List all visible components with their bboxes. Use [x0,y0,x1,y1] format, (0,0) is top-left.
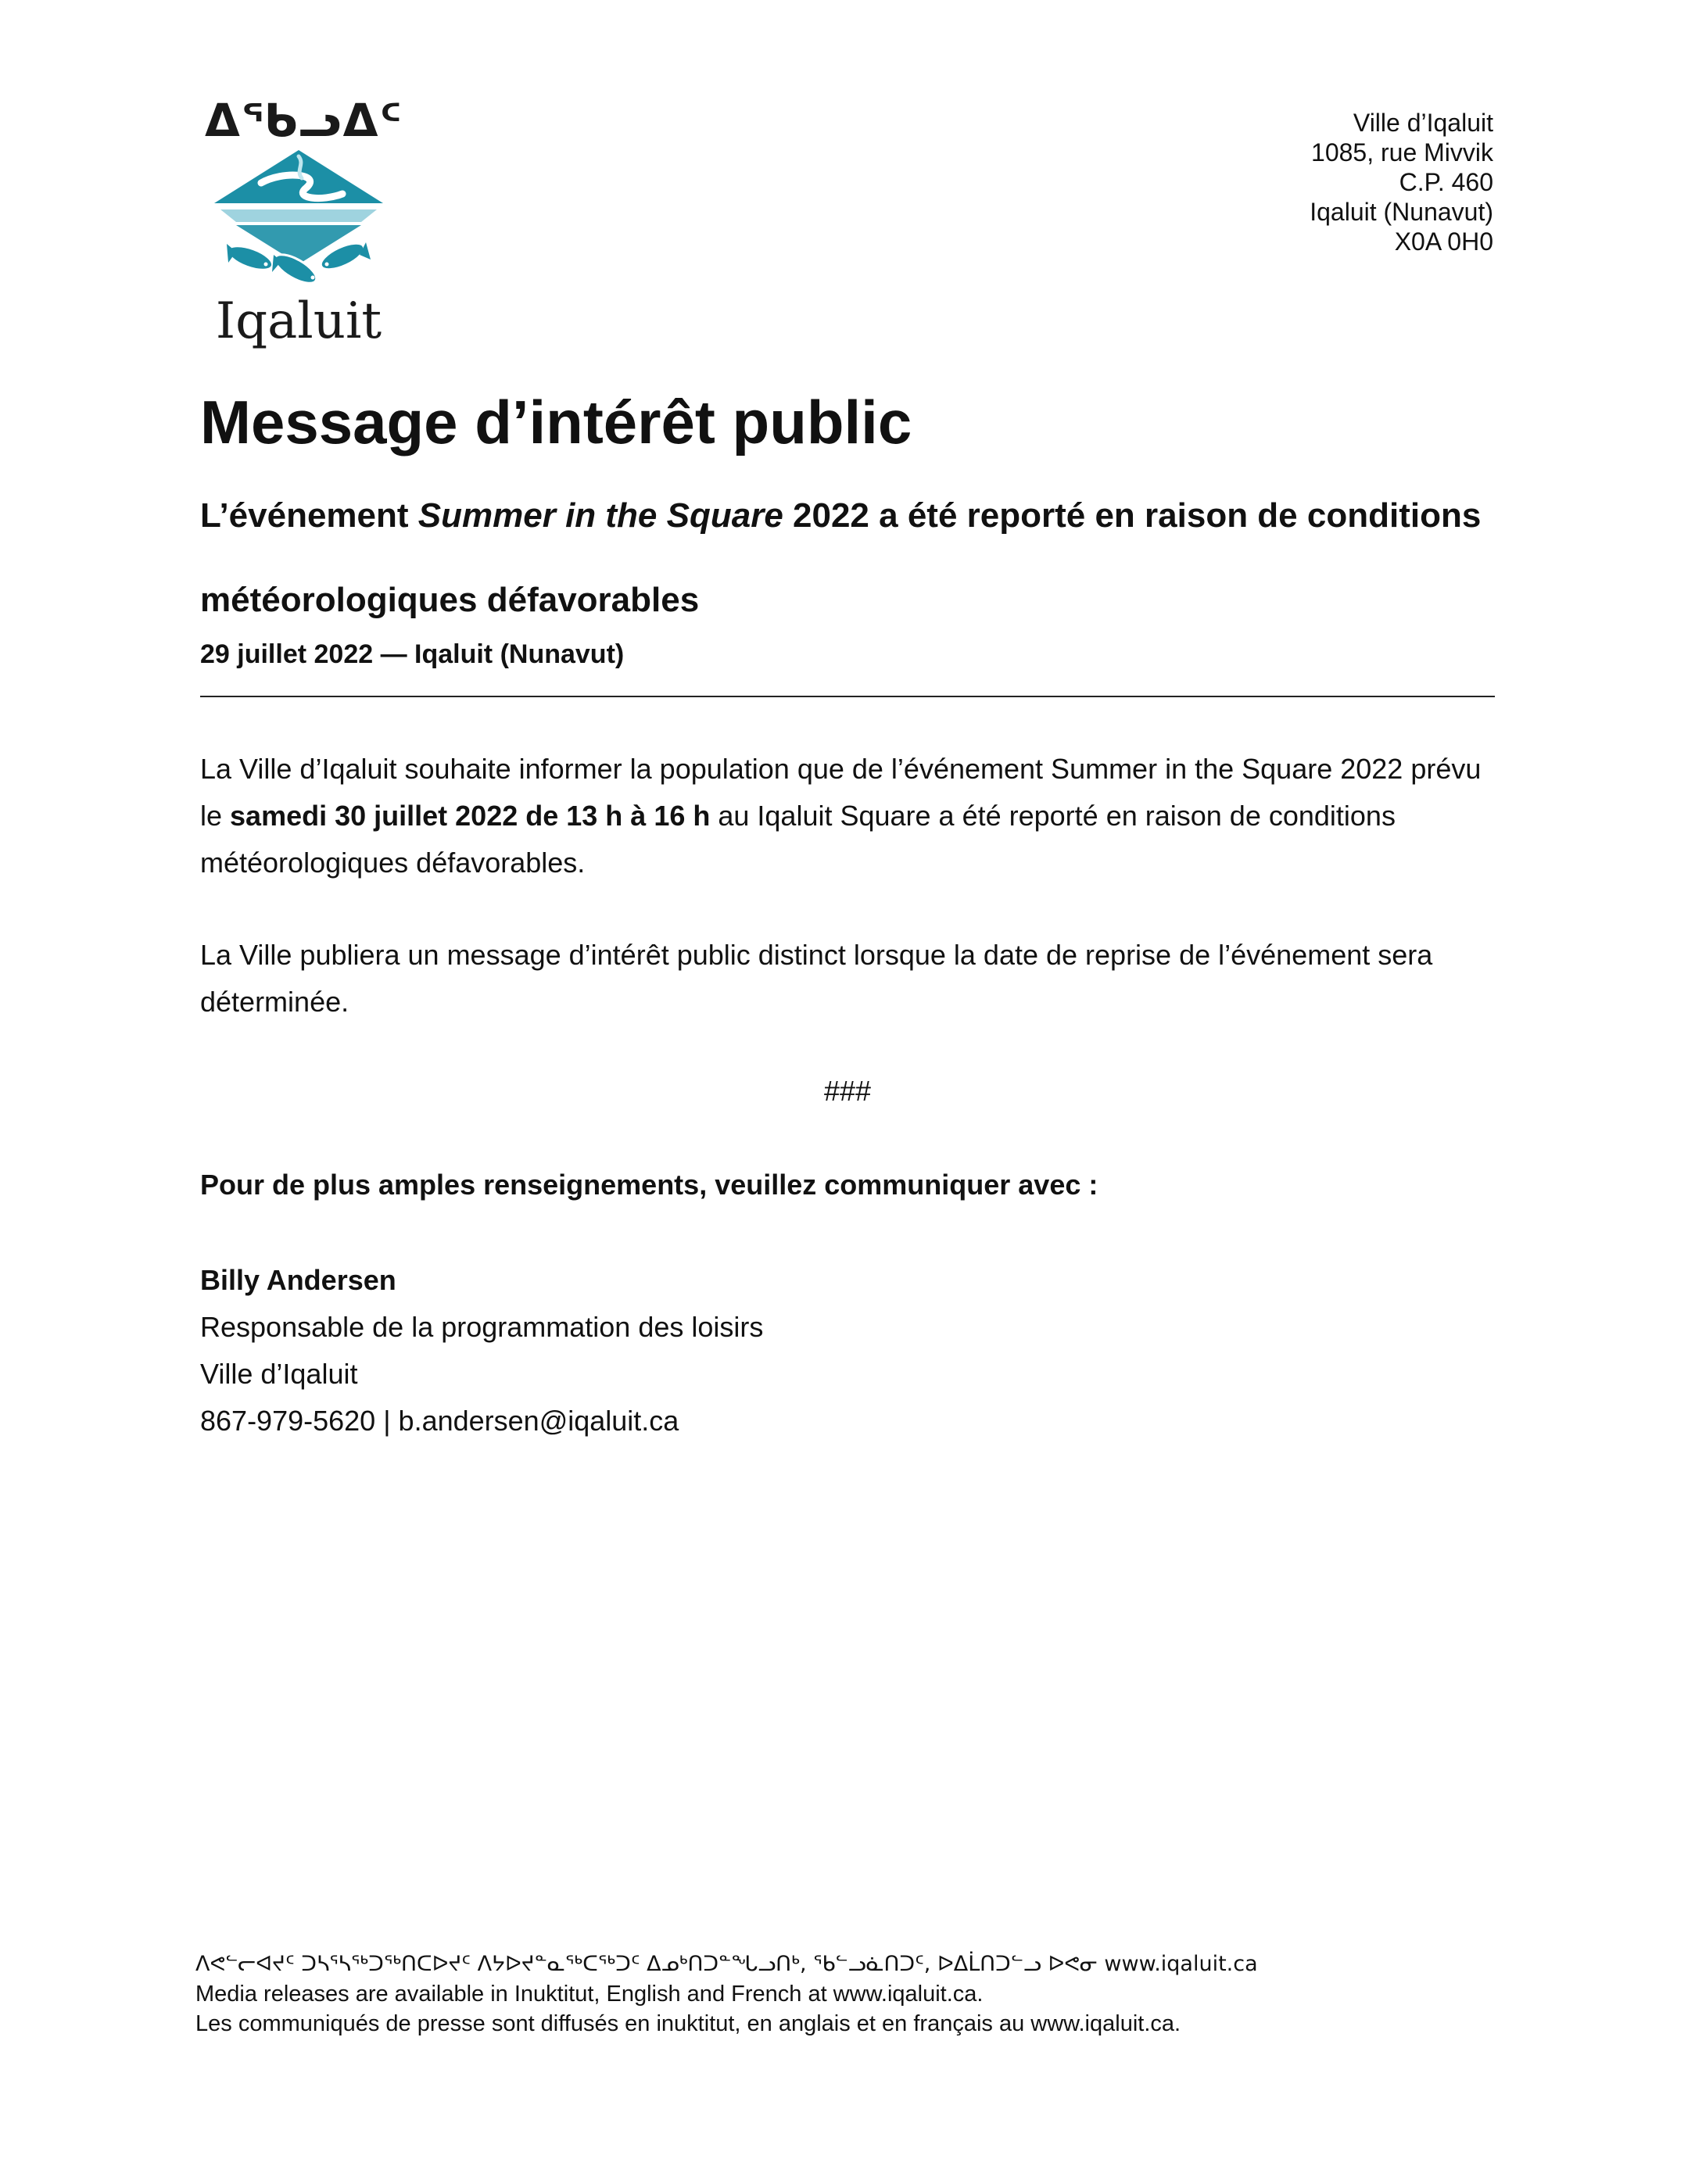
divider [200,696,1495,697]
contact-phone-email: 867-979-5620 | b.andersen@iqaluit.ca [200,1405,679,1437]
footer-inuktitut: ᐱᕙᓪᓕᐊᔪᑦ ᑐᓴᕐᓴᖅᑐᖅᑎᑕᐅᔪᑦ ᐱᔭᐅᔪᓐᓇᖅᑕᖅᑐᑦ ᐃᓄᒃᑎᑐᓐᖓᓗᑎᒃ, ᖃᓪᓗᓈᑎᑐᑦ, ᐅᐃᒫᑎᑐᓪᓗ ᐅᕙᓂ www.iqaluit.ca [195,1952,1258,1976]
contact-role: Responsable de la programmation des loisirs [200,1311,764,1343]
para1-text: La Ville d’Iqaluit souhaite informer la population que de l’événement Summer in the Square 2022 prévu le [200,753,1482,832]
contact-block [200,1257,763,1445]
address-line: 1085, rue Mivvik [1311,138,1493,166]
address-line: Ville d’Iqaluit [1353,109,1493,137]
contact-heading: Pour de plus amples renseignements, veuillez communiquer avec : [200,1169,1098,1201]
contact-organization: Ville d’Iqaluit [200,1358,358,1390]
para1-text-end: au Iqaluit Square a été reporté en raison de conditions météorologiques défavorables. [200,800,1396,879]
event-datetime: samedi 30 juillet 2022 de 13 h à 16 h [230,800,711,832]
subtitle-prefix: L’événement [200,496,418,535]
body-paragraph [200,746,1498,886]
iqaluit-emblem-icon [205,147,392,295]
dateline: 29 juillet 2022 — Iqaluit (Nunavut) [200,639,625,669]
contact-name: Billy Andersen [200,1264,396,1296]
footer-english: Media releases are available in Inuktitut, English and French at www.iqaluit.ca. [195,1982,984,2007]
logo-wordmark: Iqaluit [215,292,382,350]
address-line: C.P. 460 [1399,168,1493,196]
end-marker: ### [823,1075,872,1107]
address-line: Iqaluit (Nunavut) [1310,198,1493,226]
sender-address [1310,108,1493,256]
iqaluit-logo [205,92,403,350]
logo-syllabics: ᐃᖃᓗᐃᑦ [205,94,403,147]
footer [195,1949,1258,2039]
event-name: Summer in the Square [417,496,783,535]
address-line: X0A 0H0 [1394,227,1493,256]
subtitle [200,474,1498,643]
subtitle-suffix: 2022 a été reporté en raison de conditions météorologiques défavorables [200,496,1482,619]
footer-french: Les communiqués de presse sont diffusés en inuktitut, en anglais et en français au www.iqaluit.ca. [195,2011,1181,2036]
body-paragraph: La Ville publiera un message d’intérêt public distinct lorsque la date de reprise de l’événement sera déterminée. [200,939,1433,1018]
page-title: Message d’intérêt public [200,388,912,456]
